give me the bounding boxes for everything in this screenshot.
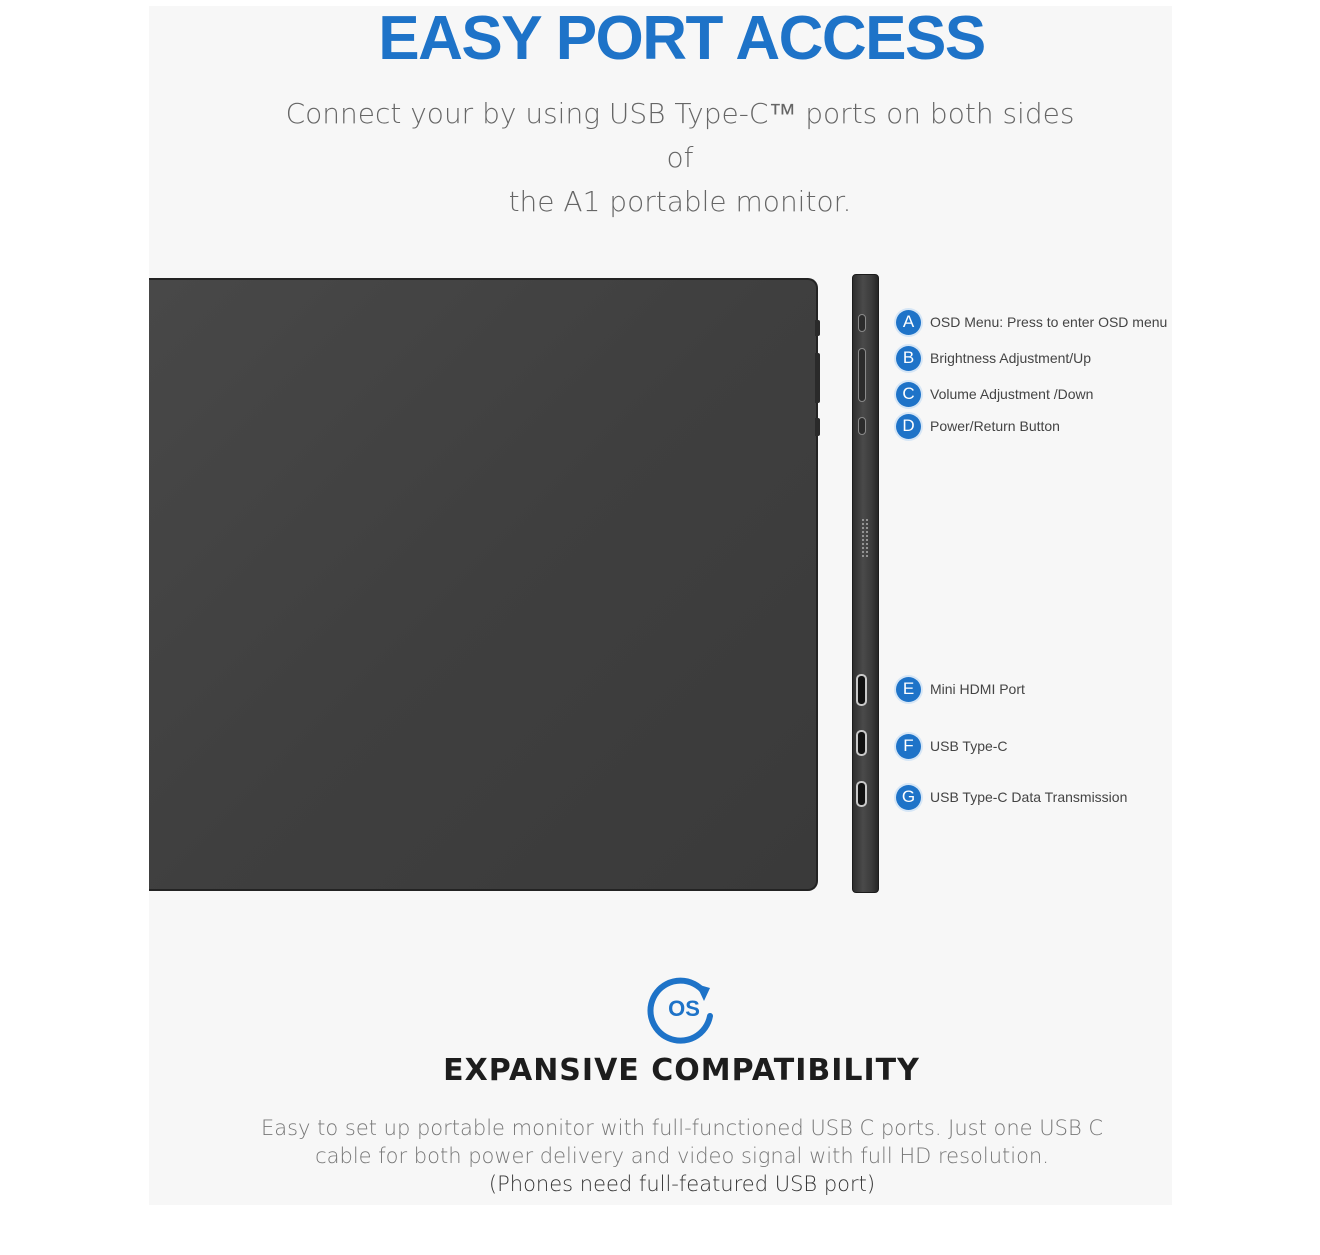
compatibility-line-2: cable for both power delivery and video signal with full HD resolution. <box>315 1144 1049 1168</box>
monitor-side-button <box>815 418 820 436</box>
usb-c-data-port-shape <box>856 781 867 807</box>
callout-label: Volume Adjustment /Down <box>930 386 1094 402</box>
callout-badge: F <box>896 734 921 759</box>
callout-badge: G <box>896 785 921 810</box>
compatibility-line-1: Easy to set up portable monitor with full-functioned USB C ports. Just one USB C <box>260 1116 1104 1140</box>
callout-badge: E <box>896 677 921 702</box>
callout-label: USB Type-C <box>930 738 1008 754</box>
callout-badge: A <box>896 310 921 335</box>
subtitle-line-2: the A1 portable monitor. <box>508 185 852 218</box>
callout-g <box>896 784 1127 810</box>
callout-label: USB Type-C Data Transmission <box>930 789 1128 805</box>
subtitle <box>280 92 1080 224</box>
callout-label: Brightness Adjustment/Up <box>930 350 1092 366</box>
callout-badge: C <box>896 382 921 407</box>
os-compatibility-icon <box>646 972 718 1044</box>
callout-e <box>896 676 1025 702</box>
usb-c-port-shape <box>856 730 867 756</box>
callout-badge: D <box>896 414 921 439</box>
callout-label: Power/Return Button <box>930 418 1060 434</box>
compatibility-title: EXPANSIVE COMPATIBILITY <box>443 1053 920 1088</box>
monitor-side-button <box>815 353 820 403</box>
os-icon-text: OS <box>668 996 700 1021</box>
power-button-shape <box>858 417 866 435</box>
callout-c <box>896 381 1093 407</box>
callout-label: OSD Menu: Press to enter OSD menu <box>930 314 1168 330</box>
mini-hdmi-port-shape <box>856 674 867 706</box>
callout-label: Mini HDMI Port <box>930 681 1025 697</box>
osd-button-shape <box>858 314 866 332</box>
page-title: EASY PORT ACCESS <box>378 4 985 73</box>
monitor-side-button <box>815 320 820 336</box>
speaker-grill <box>861 518 869 558</box>
brightness-volume-rocker-shape <box>858 348 866 402</box>
compatibility-description <box>250 1114 1114 1198</box>
callout-f <box>896 733 1008 759</box>
compatibility-note: (Phones need full-featured USB port) <box>488 1172 876 1196</box>
callout-d <box>896 413 1060 439</box>
subtitle-line-1: Connect your by using USB Type-C™ ports on both sides of <box>285 97 1075 174</box>
callout-badge: B <box>896 346 921 371</box>
callout-b <box>896 345 1091 371</box>
monitor-back-image <box>149 278 818 891</box>
callout-a <box>896 309 1167 335</box>
